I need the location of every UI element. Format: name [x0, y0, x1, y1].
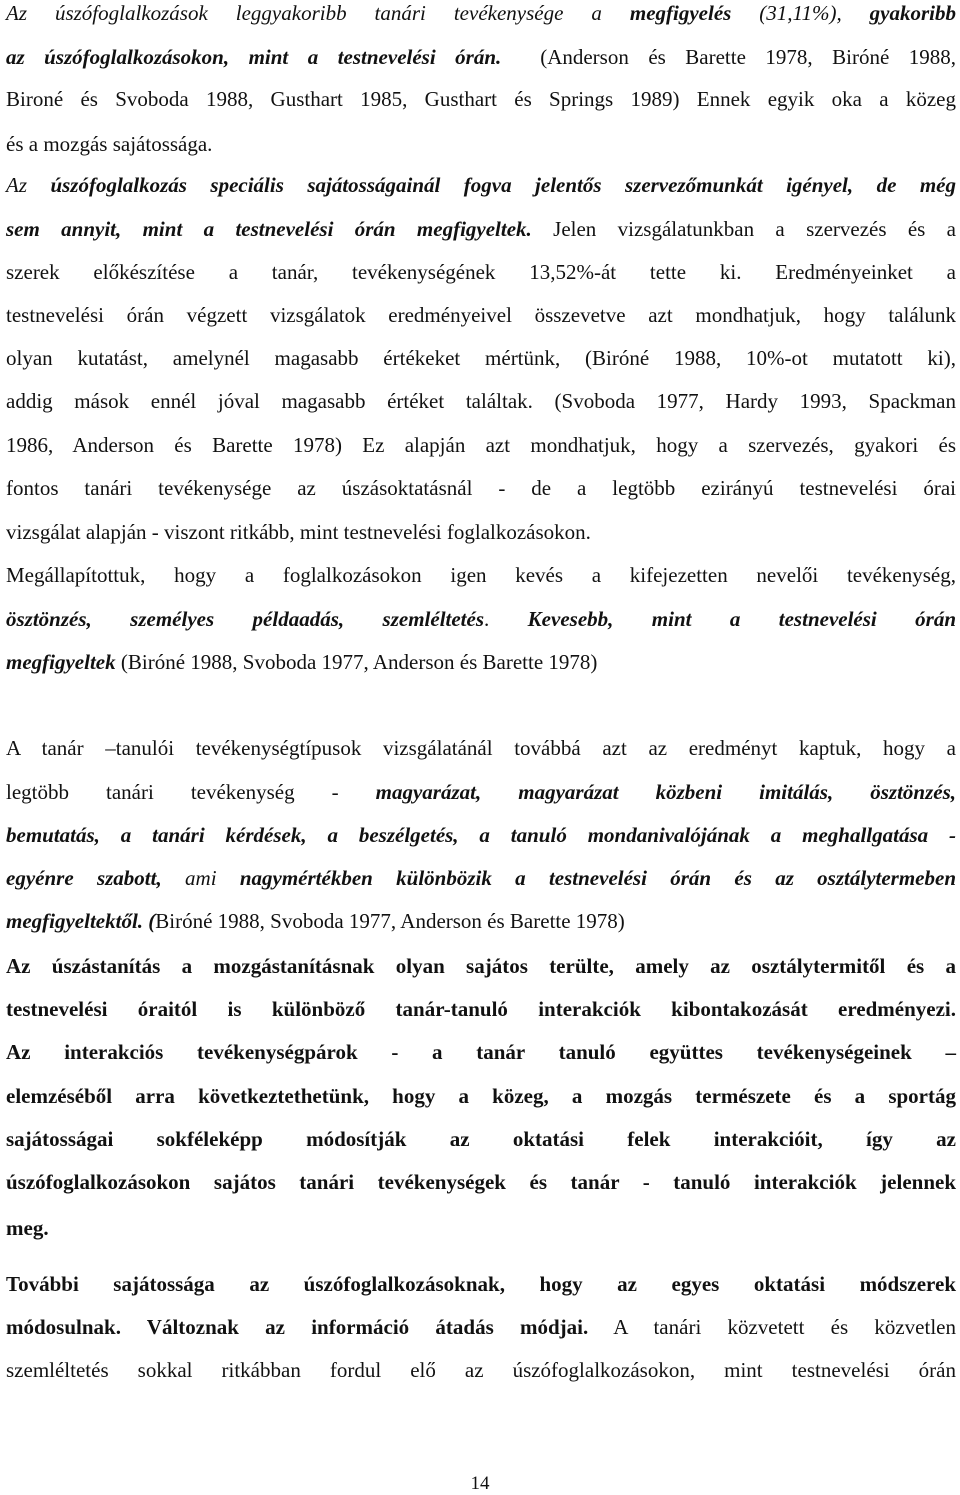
text-run: egyénre szabott, [6, 866, 162, 890]
text-run: 1986, Anderson és Barette 1978) Ez alapján azt mondhatjuk, hogy a szervezés, gyakori és [6, 433, 956, 457]
text-run: További sajátossága az úszófoglalkozásoknak, hogy az egyes oktatási módszerek [6, 1272, 956, 1296]
text-line [6, 780, 956, 804]
text-line [6, 346, 956, 370]
text-run: megfigyeltektől. ( [6, 909, 156, 933]
text-run: bemutatás, a tanári kérdések, a beszélgetés, a tanuló mondanivalójának a meghallgatása - [6, 823, 956, 847]
text-run: (Anderson és Barette 1978, Biróné 1988, [501, 45, 956, 69]
text-line [6, 954, 956, 978]
text-run: (31,11%), [731, 1, 870, 25]
text-run: szerek előkészítése a tanár, tevékenységének 13,52%-át tette ki. Eredményeinket a [6, 260, 956, 284]
text-run: addig mások ennél jóval magasabb értéket találtak. (Svoboda 1977, Hardy 1993, Spackman [6, 389, 956, 413]
text-line [6, 909, 956, 933]
text-run: sajátosságai sokféleképp módosítják az oktatási felek interakcióit, így az [6, 1127, 956, 1151]
text-run: Az interakciós tevékenységpárok - a tanár tanuló együttes tevékenységeinek – [6, 1040, 956, 1064]
text-run: úszófoglalkozásokon sajátos tanári tevékenységek és tanár - tanuló interakciók jelennek [6, 1170, 956, 1194]
text-line [6, 520, 956, 544]
text-line [6, 650, 956, 674]
text-line [6, 1170, 956, 1194]
text-line [6, 1315, 956, 1339]
text-run: nagymértékben különbözik a testnevelési órán és az osztálytermeben [239, 866, 957, 890]
text-line [6, 1127, 956, 1151]
text-line [6, 1216, 956, 1240]
text-run: ösztönzés, személyes példaadás, szemléltetés [6, 607, 485, 631]
text-run: sem annyit, mint a testnevelési órán megfigyeltek. [6, 217, 532, 241]
text-run: legtöbb tanári tevékenység - [6, 780, 376, 804]
text-run: Jelen vizsgálatunkban a szervezés és a [531, 217, 957, 241]
text-line [6, 1040, 956, 1064]
text-line [6, 217, 956, 241]
text-run: A tanár –tanulói tevékenységtípusok vizsgálatánál továbbá azt az eredményt kaptuk, hogy a [6, 736, 956, 760]
text-line [6, 433, 956, 457]
text-run: megfigyelés [629, 1, 732, 25]
text-line [6, 607, 956, 631]
page-number: 14 [470, 1473, 490, 1494]
text-run: (Biróné 1988, Svoboda 1977, Anderson és Barette 1978) [115, 650, 598, 674]
text-run: Bironé és Svoboda 1988, Gusthart 1985, Gusthart és Springs 1989) Ennek egyik oka a közeg [6, 87, 956, 111]
text-run: úszófoglalkozás speciális sajátosságainál fogva jelentős szervezőmunkát igényel, de még [50, 173, 956, 197]
text-line [6, 1, 956, 25]
text-line [6, 736, 956, 760]
text-line [6, 389, 956, 413]
text-line [6, 866, 956, 890]
text-line [6, 997, 956, 1021]
text-line [6, 303, 956, 327]
text-run: Az úszófoglalkozások leggyakoribb tanári tevékenysége a [6, 1, 630, 25]
text-line [6, 1084, 956, 1108]
text-run: . [484, 607, 528, 631]
text-run: olyan kutatást, amelynél magasabb értékeket mértünk, (Biróné 1988, 10%-ot mutatott ki), [6, 346, 956, 370]
text-run: magyarázat, magyarázat közbeni imitálás, ösztönzés, [375, 780, 956, 804]
text-run: megfigyeltek [6, 650, 116, 674]
text-line [6, 1272, 956, 1296]
text-run: Biróné 1988, Svoboda 1977, Anderson és Barette 1978) [155, 909, 625, 933]
text-run: Megállapítottuk, hogy a foglalkozásokon igen kevés a kifejezetten nevelői tevékenység, [6, 563, 956, 587]
text-run: elemzéséből arra következtethetünk, hogy a közeg, a mozgás természete és a sportág [6, 1084, 956, 1108]
text-run: ami [161, 866, 240, 890]
text-run: az úszófoglalkozásokon, mint a testnevelési órán. [6, 45, 502, 69]
text-line [6, 132, 956, 156]
text-run: gyakoribb [869, 1, 956, 25]
text-run: Kevesebb, mint a testnevelési órán [527, 607, 957, 631]
text-line [6, 260, 956, 284]
text-run: szemléltetés sokkal ritkábban fordul elő az úszófoglalkozásokon, mint testnevelési órán [6, 1358, 956, 1382]
text-run: testnevelési óraitól is különböző tanár-tanuló interakciók kibontakozását eredményezi. [6, 997, 956, 1021]
text-line [6, 823, 956, 847]
text-line [6, 45, 956, 69]
text-run: módosulnak. Változnak az információ átadás módjai. [6, 1315, 589, 1339]
text-run: és a mozgás sajátossága. [6, 132, 213, 156]
text-run: Az úszástanítás a mozgástanításnak olyan sajátos terülte, amely az osztálytermitől és a [6, 954, 956, 978]
text-run: meg. [6, 1216, 49, 1240]
text-run: Az [6, 173, 51, 197]
text-line [6, 563, 956, 587]
text-run: testnevelési órán végzett vizsgálatok eredményeivel összevetve azt mondhatjuk, hogy találunk [6, 303, 956, 327]
text-run: fontos tanári tevékenysége az úszásoktatásnál - de a legtöbb ezirányú testnevelési órai [6, 476, 956, 500]
text-line [6, 1358, 956, 1382]
text-line [6, 476, 956, 500]
text-run: A tanári közvetett és közvetlen [588, 1315, 956, 1339]
text-run: vizsgálat alapján - viszont ritkább, mint testnevelési foglalkozásokon. [6, 520, 591, 544]
text-line [6, 87, 956, 111]
text-line [6, 173, 956, 197]
